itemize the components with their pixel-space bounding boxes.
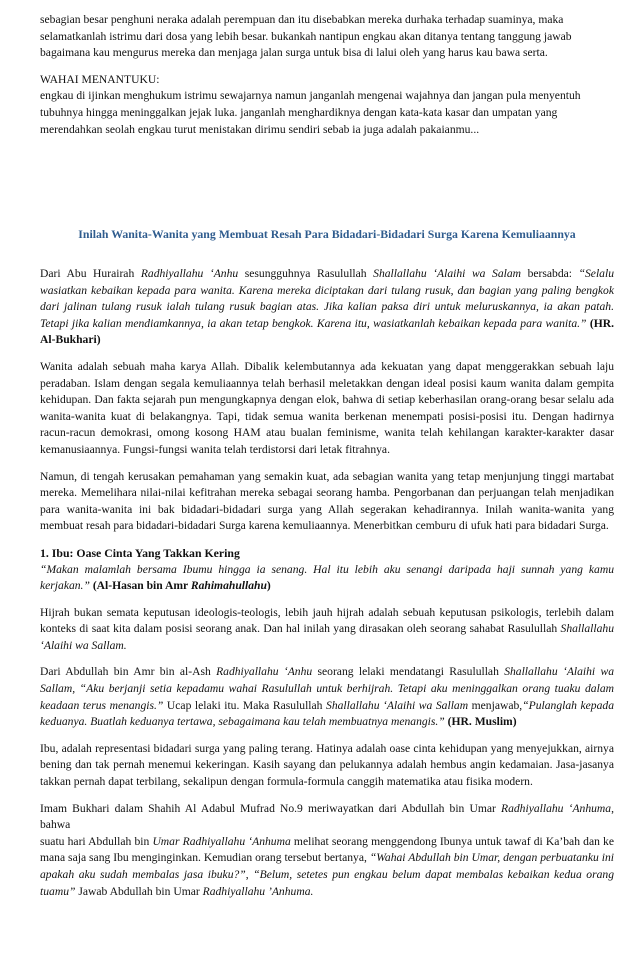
wahai-menantuku-label: WAHAI MENANTUKU: — [40, 72, 160, 86]
paragraph-ibu-bidadari: Ibu, adalah representasi bidadari surga yang paling terang. Hatinya adalah oase cinta kehidupan yang menyejukkan, airnya bening dan tak pernah menemui kekeringan. Kasih sayang dan pelukannya adalah hembus angin kedamaian. Jasa-jasanya takkan pernah dapat terbilang, sekalipun dengan formula-formula canggih matematika atau fisika modern. — [40, 741, 614, 789]
article-body — [40, 266, 614, 900]
quote-al-hasan: “Makan malamlah bersama Ibumu hingga ia senang. Hal itu lebih aku senangi daripada haji sunnah yang kamu kerjakan.” (Al-Hasan bin Amr Rahimahullahu) — [40, 562, 614, 593]
paragraph-abdullah-bin-amr: Dari Abdullah bin Amr bin al-Ash Radhiyallahu ‘Anhu seorang lelaki mendatangi Rasulullah Shallallahu ‘Alaihi wa Sallam, “Aku berjanji setia kepadamu wahai Rasulullah untuk berhijrah. Tetapi aku meninggalkan orang tuaku dalam keadaan terus menangis.” Ucap lelaki itu. Maka Rasulullah Shallallahu ‘Alaihi wa Sallam menjawab,“Pulanglah kepada keduanya. Buatlah keduanya tertawa, sebagaimana kau telah membuatnya menangis.” (HR. Muslim) — [40, 665, 614, 729]
paragraph-husband-duty: sebagian besar penghuni neraka adalah perempuan dan itu disebabkan mereka durhaka terhadap suaminya, maka selamatkanlah istrimu dari dosa yang lebih besar. bukankah nantipun engkau akan ditanya tentang tanggung jawab bagaimana kau mengurus mereka dan menjaga jalan surga untuk bisa di lalui oleh yang harus kau bawa serta. — [40, 13, 572, 60]
article-heading: Inilah Wanita-Wanita yang Membuat Resah Para Bidadari-Bidadari Surga Karena Kemuliaannya — [78, 227, 576, 241]
top-section — [40, 12, 614, 138]
paragraph-punishment-advice: engkau di ijinkan menghukum istrimu sewajarnya namun janganlah mengenai wajahnya dan jangan pula menyentuh tubuhnya hingga meninggalkan jejak luka. janganlah menghardiknya dengan kata-kata kasar dan umpatan yang merendahkan seolah engkau turut menistakan dirimu sendiri sebab ia juga adalah pakaianmu... — [40, 89, 581, 136]
paragraph-imam-bukhari: Imam Bukhari dalam Shahih Al Adabul Mufrad No.9 meriwayatkan dari Abdullah bin Umar Radhiyallahu ‘Anhuma, bahwa suatu hari Abdullah bin Umar Radhiyallahu ‘Anhuma melihat seorang menggendong Ibunya untuk tawaf di Ka’bah dan ke mana saja sang Ibu menginginkan. Kemudian orang tersebut bertanya, “Wahai Abdullah bin Umar, dengan perbuatanku ini apakah aku sudah membalas jasa ibuku?”, “Belum, setetes pun engkau belum dapat membalas kebaikan kedua orang tuamu” Jawab Abdullah bin Umar Radhiyallahu ’Anhuma. — [40, 801, 615, 898]
paragraph-wanita-maha-karya: Wanita adalah sebuah maha karya Allah. Dibalik kelembutannya ada kekuatan yang dapat menggerakkan sebuah laju peradaban. Islam dengan segala kemuliaannya telah berhasil meletakkan dengan ideal posisi kaum wanita dalam gempita kehidupan. Dan fakta sejarah pun mengungkapnya dengan elok, bahwa di setiap keberhasilan orang-orang besar selalu ada wanita-wanita kuat di belakangnya. Tapi, tidak semua wanita berkenan menempati posisi-posisi itu. Dengan hadirnya racun-racun demokrasi, omong kosong HAM atau bualan feminisme, wanita telah kehilangan karakter-karakter dasar kemanusiaannya. Fungsi-fungsi wanita telah terdistorsi dari letak fitrahnya. — [40, 359, 614, 456]
paragraph-hijrah: Hijrah bukan semata keputusan ideologis-teologis, lebih jauh hijrah adalah sebuah keputusan psikologis, terlebih dalam konteks di saat kita dalam posisi seorang anak. Dan hal inilah yang dirasakan oleh seorang sahabat Rasulullah Shallallahu ‘Alaihi wa Sallam. — [40, 605, 614, 652]
paragraph-hadith-abu-hurairah: Dari Abu Hurairah Radhiyallahu ‘Anhu sesungguhnya Rasulullah Shallallahu ‘Alaihi wa Salam bersabda: “Selalu wasiatkan kebaikan kepada para wanita. Karena mereka diciptakan dari tulang rusuk, dan bagian yang paling bengkok dari jalinan tulang rusuk ialah tulang rusuk bagian atas. Jika kalian paksa diri untuk meluruskannya, ia akan patah. Tetapi jika kalian mendiamkannya, ia akan tetap bengkok. Karena itu, wasiatkanlah kebaikan kepada para wanita.” (HR. Al-Bukhari) — [40, 267, 614, 347]
paragraph-namun: Namun, di tengah kerusakan pemahaman yang semakin kuat, ada sebagian wanita yang tetap menjunjung tinggi martabat mereka. Memelihara nilai-nilai kefitrahan mereka sebagai seorang hamba. Pengorbanan dan perjuangan telah menjadikan para wanita-wanita ini bak bidadari-bidadari surga yang Allah segerakan kehadirannya. Inilah wanita-wanita yang membuat resah para bidadari-bidadari Surga karena kemuliaannya. Menerbitkan cemburu di ufuk hati para bidadari Surga. — [40, 469, 614, 533]
section-title-ibu: 1. Ibu: Oase Cinta Yang Takkan Kering — [40, 545, 240, 560]
